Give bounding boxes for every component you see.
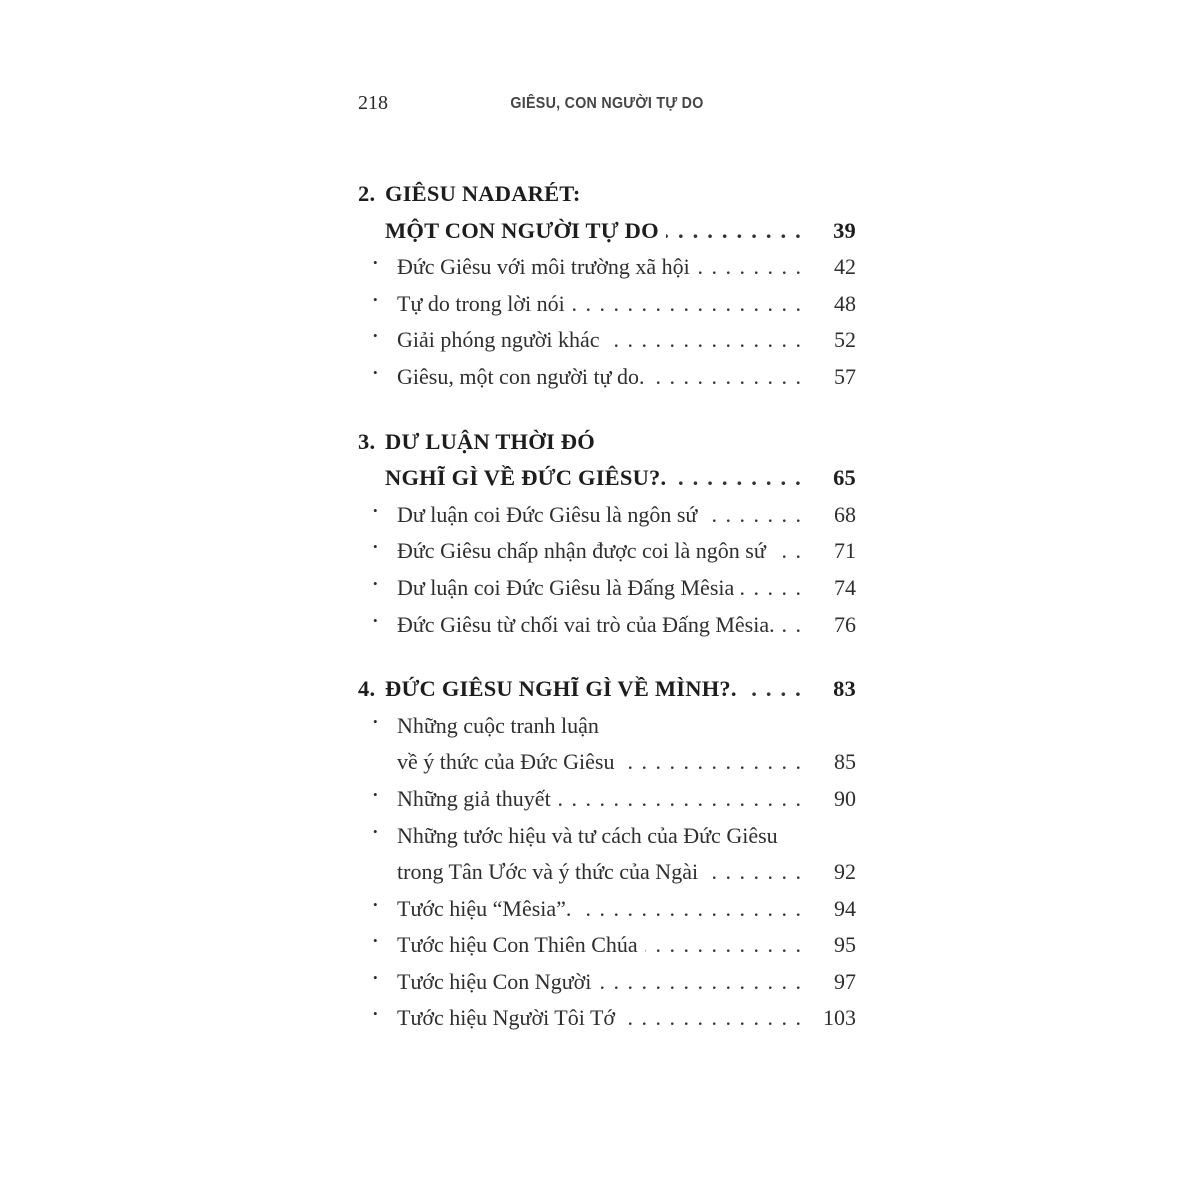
toc-entry-text: Tước hiệu “Mêsia”. xyxy=(397,895,572,921)
toc-entry-text: DƯ LUẬN THỜI ĐÓ xyxy=(385,428,595,454)
toc-entry-text-line xyxy=(397,818,856,855)
toc-item xyxy=(358,964,856,1001)
bullet-icon: • xyxy=(373,255,378,271)
toc-section-heading xyxy=(358,176,856,249)
bullet-icon: • xyxy=(373,969,378,985)
dot-leader xyxy=(744,671,801,708)
bullet-icon: • xyxy=(373,328,378,344)
toc-entry-line xyxy=(385,671,856,708)
table-of-contents xyxy=(358,176,856,1037)
toc-entry-text: về ý thức của Đức Giêsu xyxy=(397,749,615,775)
toc-entry-page-number: 76 xyxy=(834,611,856,637)
toc-item-body xyxy=(397,891,856,928)
bullet-icon: • xyxy=(373,612,378,628)
toc-item xyxy=(358,570,856,607)
toc-entry-page-number: 90 xyxy=(834,785,856,811)
toc-entry-page-number: 92 xyxy=(834,859,856,885)
toc-item-body xyxy=(397,607,856,644)
dot-leader xyxy=(607,322,801,359)
toc-item-body xyxy=(397,322,856,359)
dot-leader xyxy=(578,891,801,928)
toc-entry-text: Những cuộc tranh luận xyxy=(397,712,599,738)
toc-item-body xyxy=(397,570,856,607)
dot-leader xyxy=(622,744,802,781)
toc-item-body xyxy=(397,359,856,396)
toc-entry-text: MỘT CON NGƯỜI TỰ DO xyxy=(385,217,659,243)
bullet-icon: • xyxy=(373,575,378,591)
bullet-icon: • xyxy=(373,786,378,802)
toc-entry-page-number: 97 xyxy=(834,968,856,994)
toc-entry-page-number: 85 xyxy=(834,749,856,775)
toc-item-body xyxy=(397,249,856,286)
toc-item-body xyxy=(397,964,856,1001)
toc-item-body xyxy=(397,1000,856,1037)
toc-item xyxy=(358,322,856,359)
toc-item-body xyxy=(397,818,856,891)
toc-item xyxy=(358,533,856,570)
toc-entry-page-number: 74 xyxy=(834,574,856,600)
toc-section-heading xyxy=(358,424,856,497)
dot-leader xyxy=(622,1000,801,1037)
toc-item xyxy=(358,1000,856,1037)
toc-entry-line xyxy=(397,286,856,323)
dot-leader xyxy=(572,286,801,323)
toc-item xyxy=(358,249,856,286)
toc-item xyxy=(358,359,856,396)
dot-leader xyxy=(782,607,801,644)
toc-entry-text: Tước hiệu Người Tôi Tớ xyxy=(397,1005,616,1031)
dot-leader xyxy=(697,249,801,286)
toc-entry-text: GIÊSU NADARÉT: xyxy=(385,181,581,206)
toc-entry-page-number: 57 xyxy=(834,363,856,389)
toc-entry-line xyxy=(397,744,856,781)
toc-section-number: 4. xyxy=(358,676,376,702)
toc-entry-line xyxy=(397,322,856,359)
bullet-icon: • xyxy=(373,823,378,839)
toc-entry-line xyxy=(397,854,856,891)
toc-entry-line xyxy=(397,249,856,286)
toc-entry-text: Dư luận coi Đức Giêsu là Đấng Mêsia xyxy=(397,574,735,600)
toc-entry-page-number: 39 xyxy=(833,217,856,243)
dot-leader xyxy=(741,570,801,607)
toc-entry-text-line xyxy=(385,424,856,461)
toc-entry-text: Những giả thuyết xyxy=(397,785,551,811)
toc-entry-text: trong Tân Ước và ý thức của Ngài xyxy=(397,859,699,885)
toc-entry-line xyxy=(397,964,856,1001)
toc-entry-text: Tước hiệu Con Người xyxy=(397,968,592,994)
toc-entry-text: Những tước hiệu và tư cách của Đức Giêsu xyxy=(397,822,778,848)
toc-section-heading xyxy=(358,671,856,708)
bullet-icon: • xyxy=(373,291,378,307)
running-title: GIÊSU, CON NGƯỜI TỰ DO xyxy=(510,95,704,112)
toc-entry-page-number: 95 xyxy=(834,932,856,958)
toc-entry-line xyxy=(397,781,856,818)
toc-section-items xyxy=(358,497,856,643)
toc-entry-text: Tước hiệu Con Thiên Chúa xyxy=(397,932,638,958)
toc-section-items xyxy=(358,708,856,1037)
toc-item xyxy=(358,818,856,891)
dot-leader xyxy=(704,497,801,534)
dot-leader xyxy=(666,213,801,250)
toc-section-title xyxy=(385,424,856,497)
toc-item xyxy=(358,891,856,928)
page-number: 218 xyxy=(358,92,388,114)
page-header xyxy=(358,92,856,118)
toc-entry-page-number: 83 xyxy=(833,676,856,702)
toc-item xyxy=(358,781,856,818)
bullet-icon: • xyxy=(373,713,378,729)
toc-entry-page-number: 65 xyxy=(833,465,856,491)
toc-entry-text: Đức Giêsu từ chối vai trò của Đấng Mêsia. xyxy=(397,611,775,637)
toc-entry-text: Đức Giêsu với môi trường xã hội xyxy=(397,254,690,280)
dot-leader xyxy=(673,460,801,497)
toc-entry-page-number: 52 xyxy=(834,327,856,353)
toc-entry-text-line xyxy=(385,176,856,213)
toc-entry-page-number: 42 xyxy=(834,254,856,280)
toc-section-number: 2. xyxy=(358,181,376,206)
toc-entry-text: NGHĨ GÌ VỀ ĐỨC GIÊSU?. xyxy=(385,465,667,491)
toc-item-body xyxy=(397,533,856,570)
dot-leader xyxy=(598,964,801,1001)
bullet-icon: • xyxy=(373,1006,378,1022)
toc-item-body xyxy=(397,781,856,818)
toc-item-body xyxy=(397,286,856,323)
toc-entry-line xyxy=(397,570,856,607)
toc-item xyxy=(358,927,856,964)
toc-section xyxy=(358,176,856,396)
toc-section xyxy=(358,671,856,1037)
toc-entry-text: Giải phóng người khác xyxy=(397,327,600,353)
toc-entry-line xyxy=(397,927,856,964)
toc-entry-text: ĐỨC GIÊSU NGHĨ GÌ VỀ MÌNH?. xyxy=(385,676,737,702)
toc-entry-line xyxy=(397,497,856,534)
toc-entry-text: Đức Giêsu chấp nhận được coi là ngôn sứ xyxy=(397,538,766,564)
toc-entry-line xyxy=(385,460,856,497)
toc-entry-line xyxy=(397,891,856,928)
toc-entry-line xyxy=(397,533,856,570)
toc-entry-page-number: 71 xyxy=(834,538,856,564)
bullet-icon: • xyxy=(373,933,378,949)
toc-entry-page-number: 68 xyxy=(834,501,856,527)
toc-entry-text: Dư luận coi Đức Giêsu là ngôn sứ xyxy=(397,501,698,527)
toc-item-body xyxy=(397,497,856,534)
bullet-icon: • xyxy=(373,896,378,912)
toc-item xyxy=(358,286,856,323)
bullet-icon: • xyxy=(373,364,378,380)
bullet-icon: • xyxy=(373,502,378,518)
toc-section-title xyxy=(385,671,856,708)
toc-item xyxy=(358,607,856,644)
book-page xyxy=(358,92,856,1037)
toc-entry-page-number: 48 xyxy=(834,290,856,316)
toc-entry-text: Tự do trong lời nói xyxy=(397,290,565,316)
dot-leader xyxy=(652,359,801,396)
dot-leader xyxy=(645,927,801,964)
toc-section-title xyxy=(385,176,856,249)
toc-entry-text: Giêsu, một con người tự do. xyxy=(397,363,645,389)
toc-entry-text-line xyxy=(397,708,856,745)
toc-section-number: 3. xyxy=(358,428,376,454)
toc-item xyxy=(358,497,856,534)
toc-entry-line xyxy=(397,1000,856,1037)
toc-item xyxy=(358,708,856,781)
toc-section xyxy=(358,424,856,644)
toc-entry-line xyxy=(397,607,856,644)
toc-entry-line xyxy=(385,213,856,250)
toc-entry-page-number: 94 xyxy=(834,895,856,921)
dot-leader xyxy=(705,854,801,891)
dot-leader xyxy=(773,533,801,570)
bullet-icon: • xyxy=(373,539,378,555)
toc-item-body xyxy=(397,708,856,781)
toc-entry-line xyxy=(397,359,856,396)
toc-item-body xyxy=(397,927,856,964)
toc-entry-page-number: 103 xyxy=(823,1005,856,1031)
dot-leader xyxy=(558,781,801,818)
toc-section-items xyxy=(358,249,856,395)
